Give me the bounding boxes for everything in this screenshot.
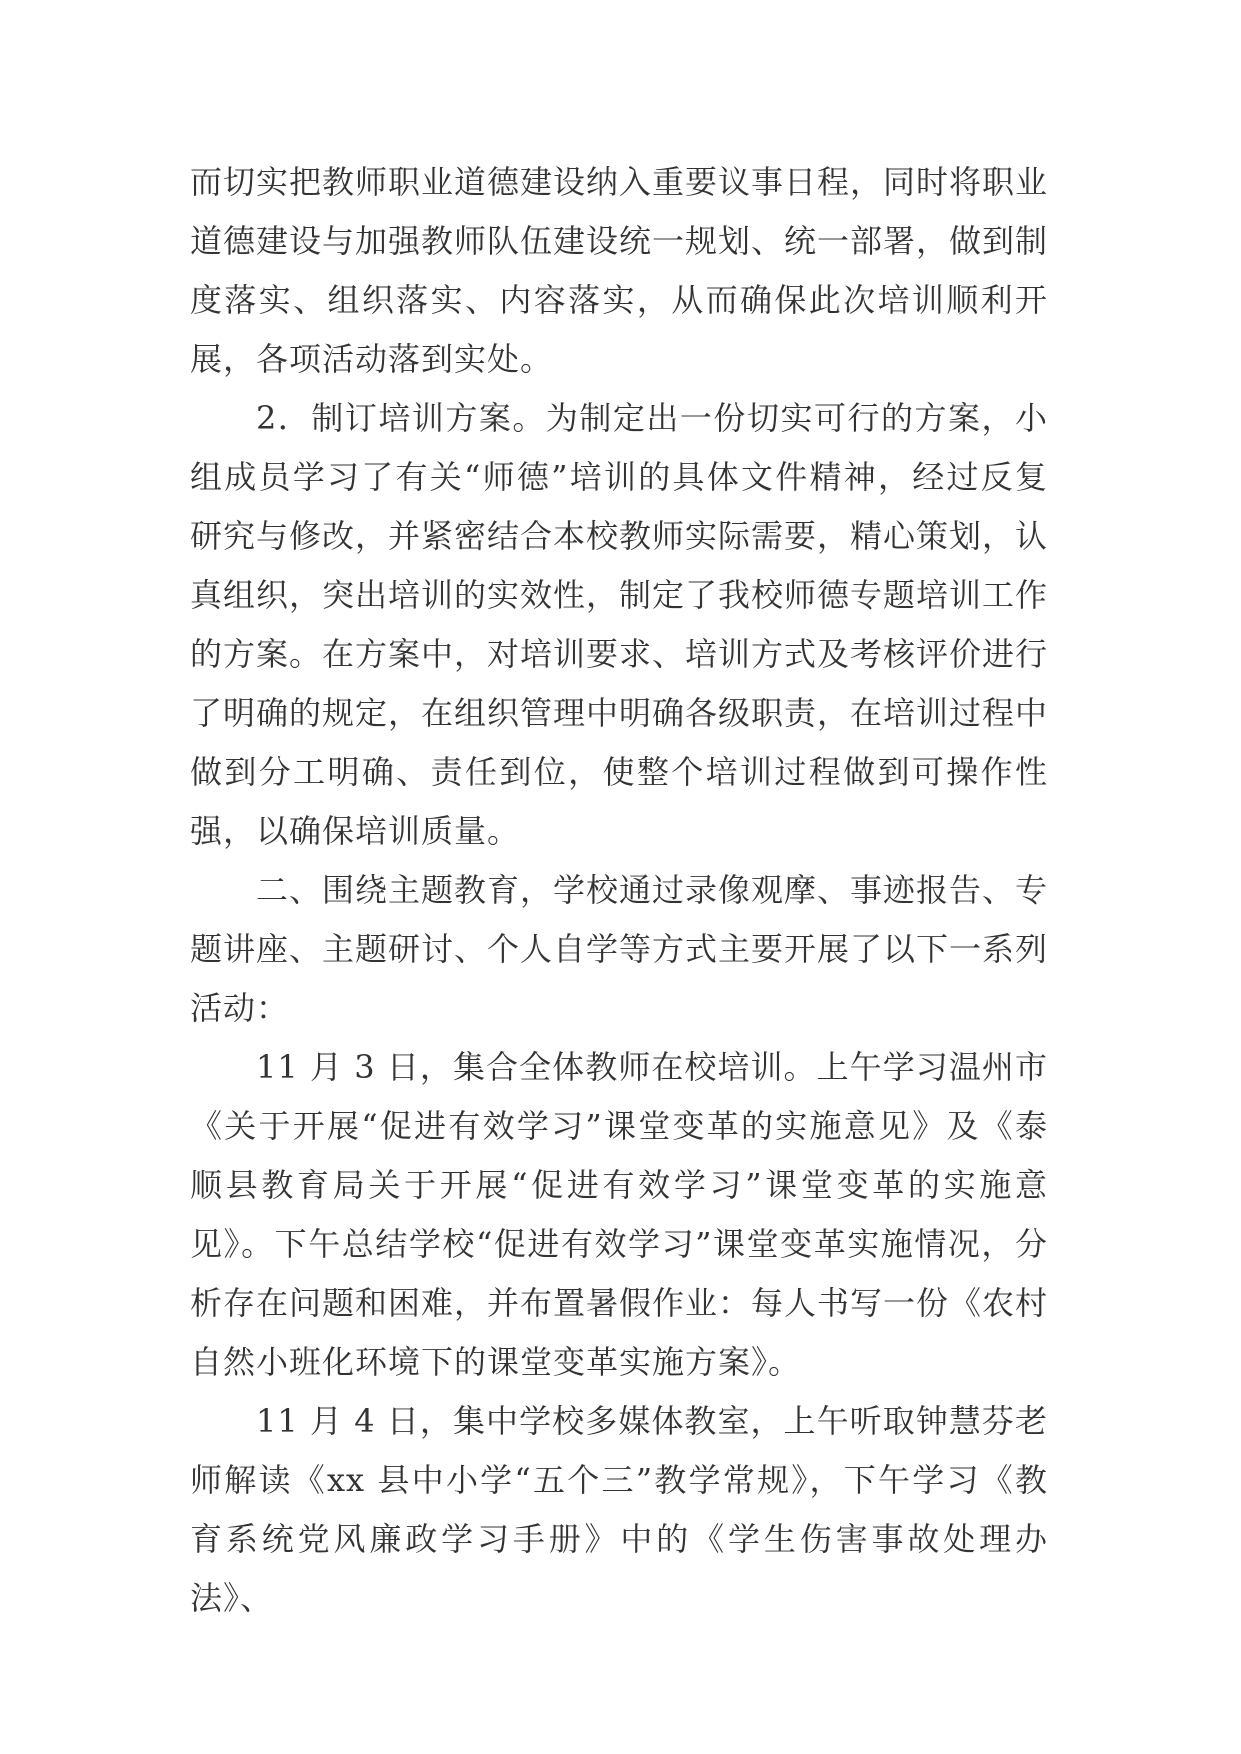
paragraph-1: 而切实把教师职业道德建设纳入重要议事日程，同时将职业道德建设与加强教师队伍建设统一规划、统一部署，做到制度落实、组织落实、内容落实，从而确保此次培训顺利开展，各项活动落到实处。 [190, 163, 1049, 378]
paragraph-3: 二、围绕主题教育，学校通过录像观摩、事迹报告、专题讲座、主题研讨、个人自学等方式主要开展了以下一系列活动： [190, 871, 1049, 1027]
document-body [190, 153, 1048, 1628]
paragraph-2: 2．制订培训方案。为制定出一份切实可行的方案，小组成员学习了有关“师德”培训的具体文件精神，经过反复研究与修改，并紧密结合本校教师实际需要，精心策划，认真组织，突出培训的实效性，制定了我校师德专题培训工作的方案。在方案中，对培训要求、培训方式及考核评价进行了明确的规定，在组织管理中明确各级职责，在培训过程中做到分工明确、责任到位，使整个培训过程做到可操作性强，以确保培训质量。 [190, 399, 1049, 850]
paragraph-5: 11 月 4 日，集中学校多媒体教室，上午听取钟慧芬老师解读《xx 县中小学“五个三”教学常规》，下午学习《教育系统党风廉政学习手册》中的《学生伤害事故处理办法》、 [190, 1402, 1048, 1617]
paragraph-4: 11 月 3 日，集合全体教师在校培训。上午学习温州市《关于开展“促进有效学习”课堂变革的实施意见》及《泰顺县教育局关于开展“促进有效学习”课堂变革的实施意见》。下午总结学校“促进有效学习”课堂变革实施情况，分析存在问题和困难，并布置暑假作业：每人书写一份《农村自然小班化环境下的课堂变革实施方案》。 [190, 1048, 1049, 1381]
